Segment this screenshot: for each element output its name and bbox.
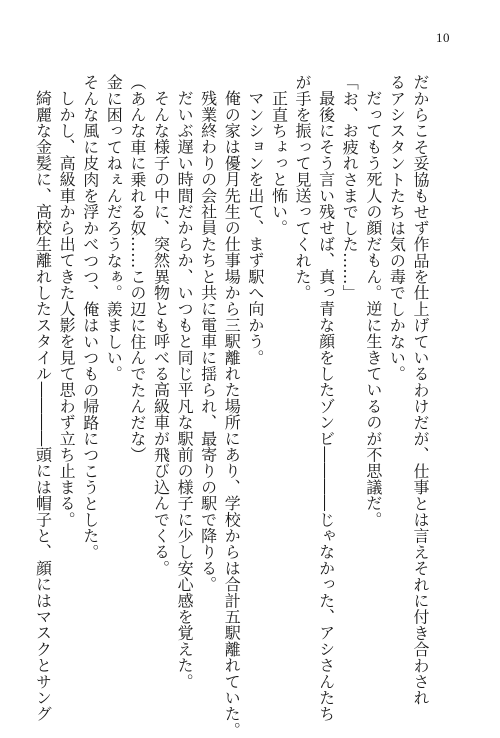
text-line: 金に困ってねぇんだろうなぁ。羨ましい。 — [104, 74, 124, 382]
text-line: 綺麗な金髪に、高校生離れしたスタイル――――頭には帽子と、顔にはマスクとサング — [33, 90, 53, 722]
text-line: 正直ちょっと怖い。 — [269, 90, 289, 236]
page-number: 10 — [436, 30, 450, 45]
text-line: だいぶ遅い時間だからか、いつもと同じ平凡な駅前の様子に少し安心感を覚えた。 — [175, 90, 195, 690]
text-line: （あんな車に乗れる奴……この辺に住んでたんだな） — [127, 74, 147, 463]
text-line: るアシスタントたちは気の毒でしかない。 — [387, 74, 407, 382]
text-line: しかし、高級車から出てきた人影を見て思わず立ち止まる。 — [57, 90, 77, 528]
text-line: が手を振って見送ってくれた。 — [293, 74, 313, 301]
text-line: 最後にそう言い残せば、真っ青な顔をしたゾンビ――――じゃなかった、アシさんたち — [316, 90, 336, 722]
text-line: 残業終わりの会社員たちと共に電車に揺られ、最寄りの駅で降りる。 — [198, 90, 218, 593]
text-line: そんな様子の中に、突然異物とも呼べる高級車が飛び込んでくる。 — [151, 90, 171, 576]
body-text — [31, 74, 432, 738]
text-line: マンションを出て、まず駅へ向かう。 — [245, 90, 265, 366]
text-line: そんな風に皮肉を浮かべつつ、俺はいつもの帰路につこうとした。 — [80, 74, 100, 560]
text-line: だってもう死人の顔だもん。逆に生きているのが不思議だ。 — [363, 90, 383, 528]
text-line: 俺の家は優月先生の仕事場から三駅離れた場所にあり、学校からは合計五駅離れていた。 — [222, 90, 242, 738]
text-line: 「お、お疲れさまでした……」 — [340, 74, 360, 301]
text-line: だからこそ妥協もせず作品を仕上げているわけだが、仕事とは言えそれに付き合わされ — [411, 74, 430, 706]
